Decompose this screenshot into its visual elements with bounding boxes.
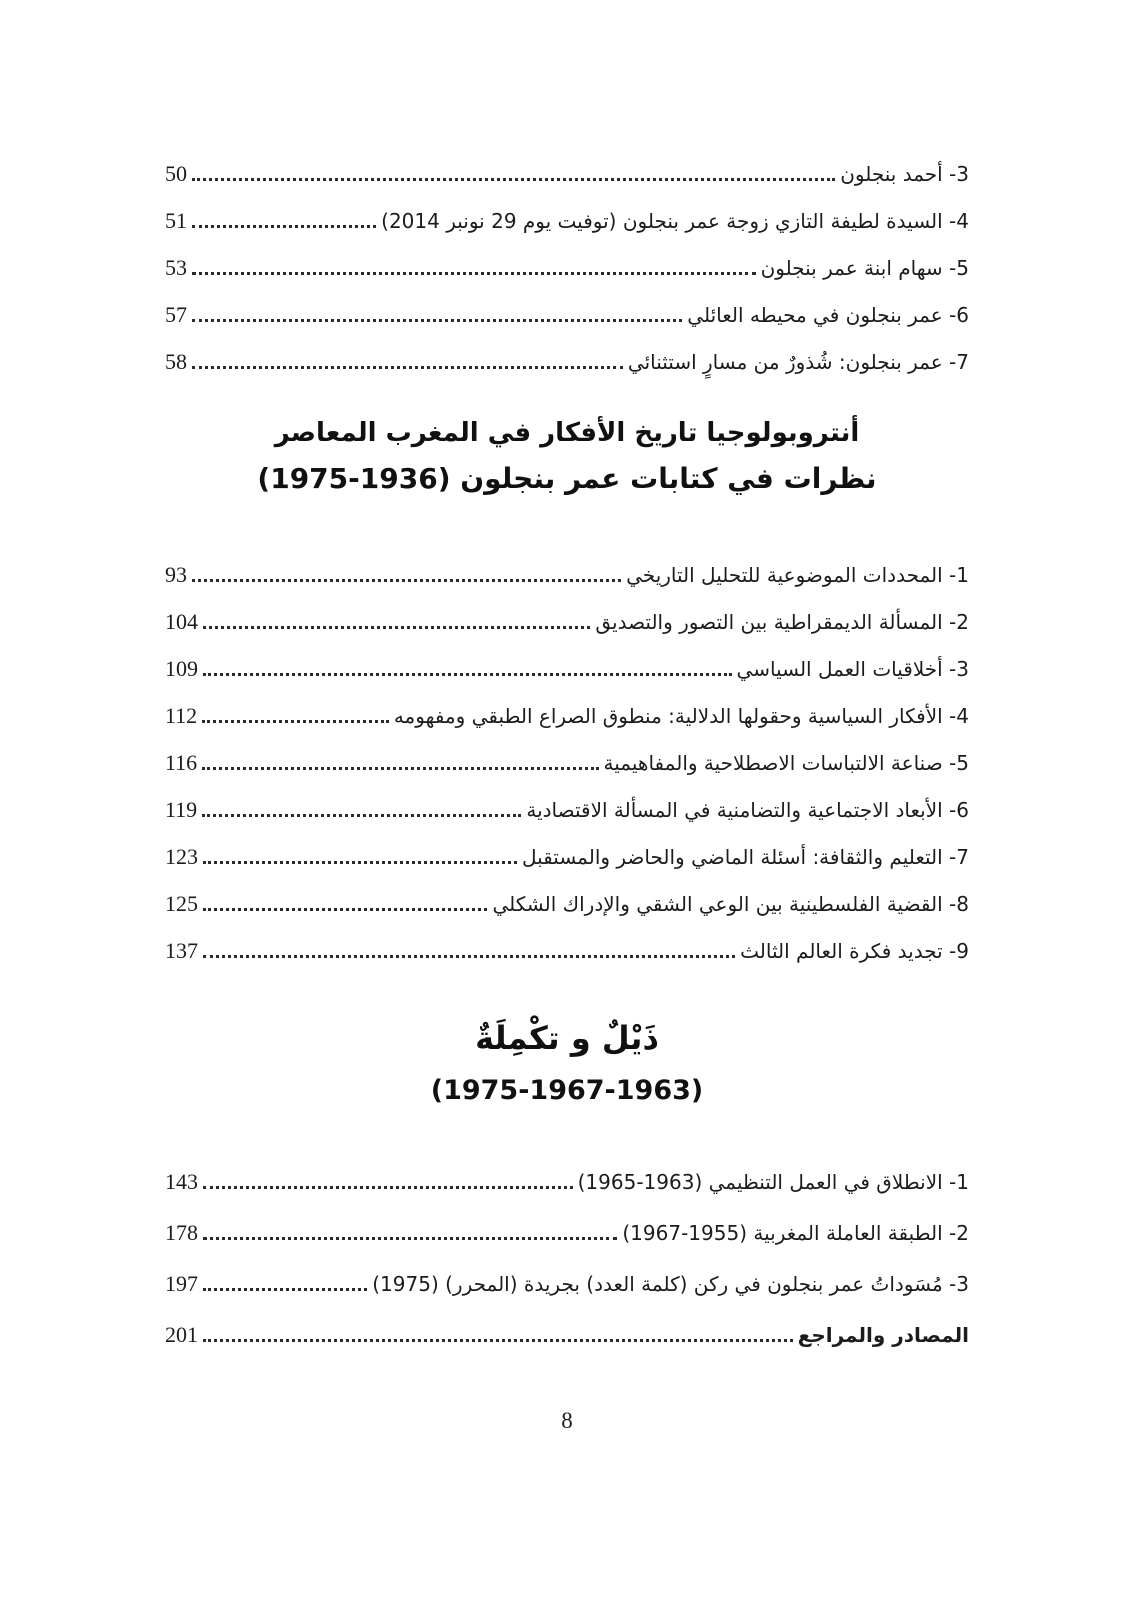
toc-entry — [165, 189, 969, 236]
toc-entry-title: المصادر والمراجع — [797, 1322, 969, 1347]
toc-entry-title: 5- صناعة الالتباسات الاصطلاحية والمفاهيمية — [603, 750, 969, 775]
toc-entry — [165, 637, 969, 684]
toc-entry-page-number: 143 — [165, 1169, 198, 1195]
toc-entry-title: 1- المحددات الموضوعية للتحليل التاريخي — [626, 562, 969, 587]
toc-entry-page-number: 137 — [165, 938, 198, 964]
section-heading-annex-line2: (1975-1967-1963) — [430, 1074, 704, 1106]
section-heading-anthropology — [165, 411, 969, 503]
toc-entry — [165, 1299, 969, 1350]
dotted-leader — [203, 1288, 367, 1291]
toc-list-ideas-section — [165, 543, 969, 966]
toc-entry-title: 7- عمر بنجلون: شُذورٌ من مسارٍ استثنائي — [627, 350, 969, 374]
toc-entry-page-number: 93 — [165, 562, 187, 588]
toc-entry-page-number: 197 — [165, 1271, 198, 1297]
dotted-leader — [192, 319, 682, 322]
toc-entry — [165, 919, 969, 966]
dotted-leader — [192, 366, 623, 369]
toc-entry-page-number: 109 — [165, 656, 198, 682]
toc-list-annex-section — [165, 1146, 969, 1350]
section-heading-anthropology-line1: أنتروبولوجيا تاريخ الأفكار في المغرب المعاصر — [274, 418, 860, 448]
toc-entry-title: 9- تجديد فكرة العالم الثالث — [740, 938, 969, 963]
toc-entry-page-number: 104 — [165, 609, 198, 635]
toc-entry-title: 5- سهام ابنة عمر بنجلون — [760, 256, 969, 280]
toc-entry — [165, 684, 969, 731]
toc-entry-title: 6- الأبعاد الاجتماعية والتضامنية في المسألة الاقتصادية — [526, 797, 969, 822]
dotted-leader — [192, 579, 621, 582]
dotted-leader — [203, 1339, 793, 1342]
toc-entry-title: 2- الطبقة العاملة المغربية (1955-1967) — [622, 1220, 969, 1245]
dotted-leader — [203, 626, 590, 629]
toc-entry — [165, 590, 969, 637]
dotted-leader — [192, 272, 756, 275]
toc-entry-title: 3- أحمد بنجلون — [840, 162, 969, 186]
toc-entry-title: 3- أخلاقيات العمل السياسي — [736, 656, 969, 681]
toc-entry-page-number: 53 — [165, 255, 187, 281]
toc-entry-title: 4- الأفكار السياسية وحقولها الدلالية: منطوق الصراع الطبقي ومفهومه — [393, 703, 969, 728]
dotted-leader — [202, 720, 389, 723]
toc-entry — [165, 1197, 969, 1248]
toc-entry — [165, 283, 969, 330]
toc-entry-page-number: 125 — [165, 891, 198, 917]
toc-entry-title: 4- السيدة لطيفة التازي زوجة عمر بنجلون (توفيت يوم 29 نونبر 2014) — [381, 209, 969, 233]
toc-entry-page-number: 178 — [165, 1220, 198, 1246]
toc-entry-title: 3- مُسَوداتُ عمر بنجلون في ركن (كلمة العدد) بجريدة (المحرر) (1975) — [372, 1271, 969, 1296]
toc-entry-page-number: 201 — [165, 1322, 198, 1348]
dotted-leader — [203, 1237, 617, 1240]
dotted-leader — [192, 178, 835, 181]
toc-entry — [165, 1248, 969, 1299]
toc-entry — [165, 778, 969, 825]
dotted-leader — [202, 767, 598, 770]
toc-entry-title: 1- الانطلاق في العمل التنظيمي (1963-1965) — [577, 1169, 969, 1194]
toc-entry-page-number: 112 — [165, 703, 198, 729]
toc-entry-page-number: 50 — [165, 161, 187, 187]
toc-entry-title: 2- المسألة الديمقراطية بين التصور والتصديق — [595, 609, 969, 634]
toc-entry-title: 8- القضية الفلسطينية بين الوعي الشقي والإدراك الشكلي — [492, 891, 969, 916]
toc-entry — [165, 543, 969, 590]
dotted-leader — [202, 814, 521, 817]
toc-entry — [165, 142, 969, 189]
toc-entry-title: 7- التعليم والثقافة: أسئلة الماضي والحاضر والمستقبل — [521, 844, 969, 869]
section-heading-annex-line1: ذَيْلٌ و تكْمِلَةٌ — [475, 1018, 659, 1057]
dotted-leader — [203, 1186, 573, 1189]
dotted-leader — [203, 673, 732, 676]
toc-entry-page-number: 123 — [165, 844, 198, 870]
toc-list-family-section — [165, 142, 969, 377]
dotted-leader — [203, 955, 735, 958]
page-number: 8 — [561, 1407, 573, 1433]
toc-entry-page-number: 116 — [165, 750, 198, 776]
toc-entry — [165, 330, 969, 377]
toc-entry-title: 6- عمر بنجلون في محيطه العائلي — [687, 303, 969, 327]
dotted-leader — [203, 861, 517, 864]
dotted-leader — [192, 225, 376, 228]
toc-entry — [165, 1146, 969, 1197]
toc-entry-page-number: 57 — [165, 302, 187, 328]
toc-entry-page-number: 51 — [165, 208, 187, 234]
toc-entry — [165, 872, 969, 919]
toc-entry-page-number: 58 — [165, 349, 187, 375]
toc-entry — [165, 236, 969, 283]
dotted-leader — [203, 908, 487, 911]
section-heading-anthropology-line2: نظرات في كتابات عمر بنجلون (1936-1975) — [257, 462, 877, 496]
toc-entry — [165, 731, 969, 778]
toc-entry-page-number: 119 — [165, 797, 198, 823]
toc-entry — [165, 825, 969, 872]
section-heading-annex — [165, 1008, 969, 1112]
